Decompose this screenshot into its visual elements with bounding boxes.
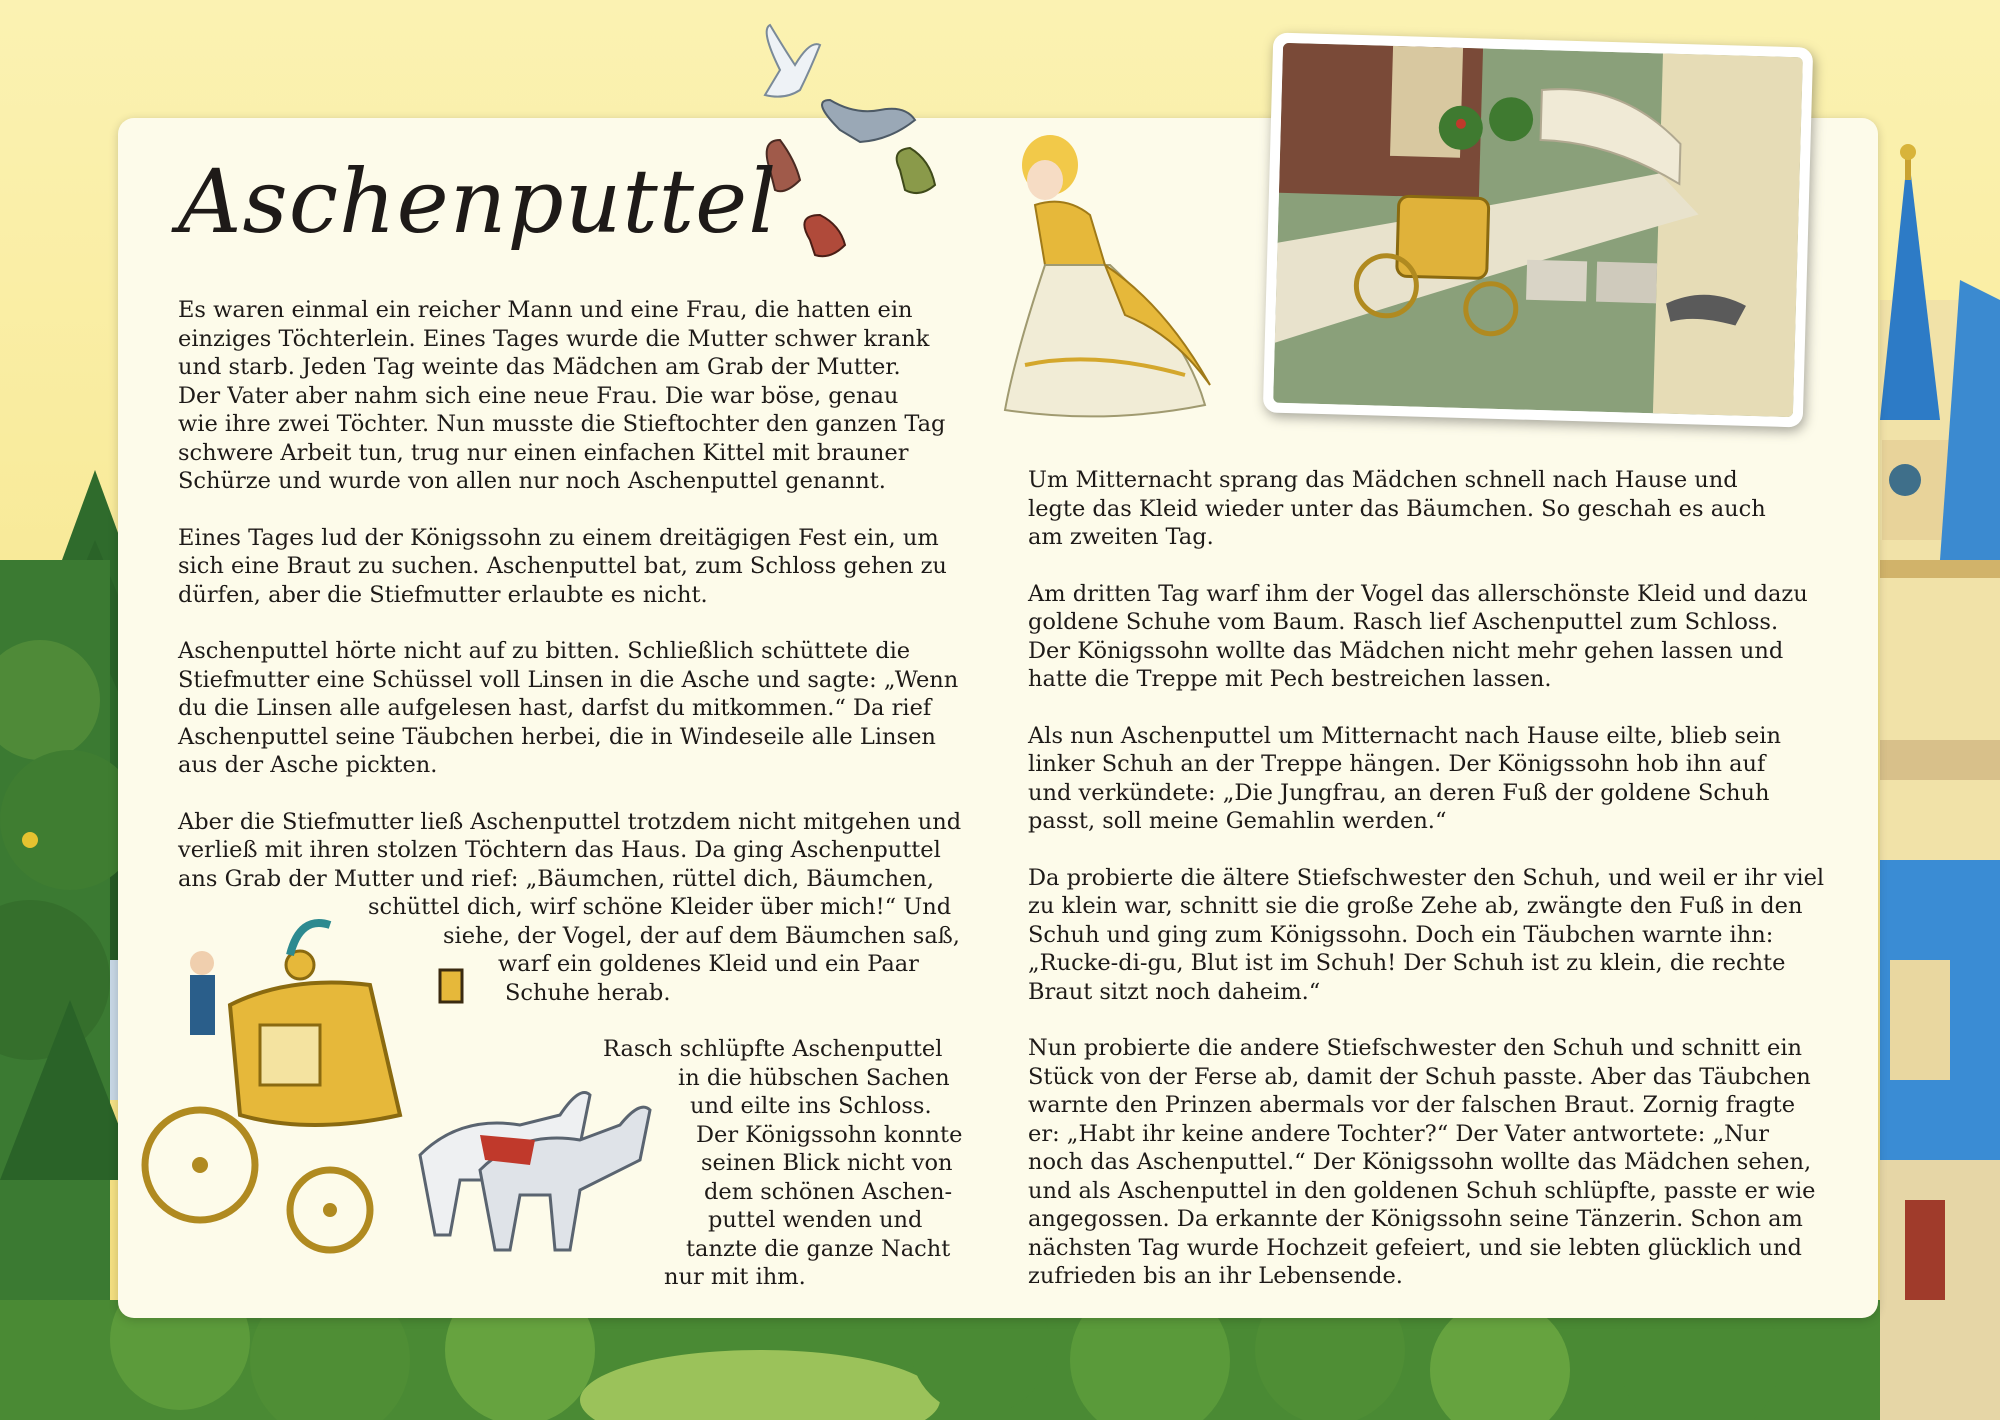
text-line: Schuh und ging zum Königssohn. Doch ein Täubchen warnte ihn: [1028,921,1774,948]
text-line: Nun probierte die andere Stiefschwester den Schuh und schnitt ein [1028,1035,1803,1061]
text-line: und starb. Jeden Tag weinte das Mädchen am Grab der Mutter. [178,354,901,380]
paragraph [1028,1034,1828,1291]
text-line: Schürze und wurde von allen nur noch Aschenputtel genannt. [178,468,886,494]
text-line: angegossen. Da erkannte der Königssohn seine Tänzerin. Schon am [1028,1206,1803,1232]
text-line: und verkündete: „Die Jungfrau, an deren Fuß der goldene Schuh [1028,779,1770,806]
story-title: Aschenputtel [178,150,778,253]
text-line: hatte die Treppe mit Pech bestreichen lassen. [1028,666,1552,692]
white-horses [420,1093,650,1251]
red-bird-icon [804,215,845,256]
text-line: Um Mitternacht sprang das Mädchen schnell nach Hause und [1028,467,1738,493]
text-line: Schuhe herab. [505,979,671,1006]
text-line: linker Schuh an der Treppe hängen. Der Königssohn hob ihn auf [1028,751,1766,777]
text-line: zufrieden bis an ihr Lebensende. [1028,1263,1403,1289]
coach-wheels [145,1110,370,1250]
text-line: Als nun Aschenputtel um Mitternacht nach Hause eilte, blieb sein [1028,722,1781,749]
text-line: er: „Habt ihr keine andere Tochter?“ Der Vater antwortete: „Nur [1028,1120,1770,1147]
text-line: Stück von der Ferse ab, damit der Schuh passte. Aber das Täubchen [1028,1063,1811,1090]
text-line: in die hübschen Sachen [678,1064,950,1091]
text-line: „Rucke-di-gu, Blut ist im Schuh! Der Schuh ist zu klein, die rechte [1028,950,1786,976]
white-dove-icon [765,25,820,97]
text-line: aus der Asche pickten. [178,752,438,778]
text-line: verließ mit ihren stolzen Töchtern das Haus. Da ging Aschenputtel [178,837,941,863]
golden-coach-with-horses-illustration [140,915,670,1310]
text-line: dürfen, aber die Stiefmutter erlaubte es nicht. [178,581,708,608]
text-line: noch das Aschenputtel.“ Der Königssohn wollte das Mädchen sehen, [1028,1149,1812,1175]
text-line: passt, soll meine Gemahlin werden.“ [1028,808,1447,834]
text-line: Am dritten Tag warf ihm der Vogel das allerschönste Kleid und dazu [1028,580,1808,607]
paragraph [178,637,968,780]
text-line: siehe, der Vogel, der auf dem Bäumchen saß, [443,922,960,949]
text-line: du die Linsen alle aufgelesen hast, darfst du mitkommen.“ Da rief [178,695,932,721]
text-line: warf ein goldenes Kleid und ein Paar [498,951,919,977]
text-line: ans Grab der Mutter und rief: „Bäumchen, rüttel dich, Bäumchen, [178,865,935,892]
green-bird-icon [897,148,935,193]
text-line: Der Königssohn konnte [696,1121,963,1148]
text-line: wie ihre zwei Töchter. Nun musste die Stieftochter den ganzen Tag [178,411,946,437]
coach-body [230,923,400,1125]
paragraph [178,296,968,496]
castle-stairs-photo-frame [1263,33,1813,428]
text-line: dem schönen Aschen- [704,1178,953,1205]
text-line: goldene Schuhe vom Baum. Rasch lief Aschenputtel zum Schloss. [1028,609,1779,635]
paragraph [1028,466,1828,552]
text-line: sich eine Braut zu suchen. Aschenputtel bat, zum Schloss gehen zu [178,553,947,579]
castle-stairs-carriage-scene [1273,43,1803,417]
text-line: und als Aschenputtel in den goldenen Schuh schlüpfte, passte er wie [1028,1177,1816,1204]
paragraph [178,524,968,610]
text-line: legte das Kleid wieder unter das Bäumchen. So geschah es auch [1028,495,1766,522]
text-line: Stiefmutter eine Schüssel voll Linsen in die Asche und sagte: „Wenn [178,666,959,693]
text-line: Da probierte die ältere Stiefschwester den Schuh, und weil er ihr viel [1028,864,1825,891]
text-line: schwere Arbeit tun, trug nur einen einfachen Kittel mit brauner [178,439,909,466]
text-line: einziges Töchterlein. Eines Tages wurde die Mutter schwer krank [178,325,930,352]
castle-tower [1880,144,2000,1420]
text-line: Der Vater aber nahm sich eine neue Frau. Die war böse, genau [178,382,899,409]
text-line: nächsten Tag wurde Hochzeit gefeiert, und sie lebten glücklich und [1028,1234,1802,1261]
text-line: seinen Blick nicht von [701,1150,953,1176]
text-line: Aschenputtel hörte nicht auf zu bitten. Schließlich schüttete die [178,638,911,664]
text-line: Der Königssohn wollte das Mädchen nicht mehr gehen lassen und [1028,637,1784,664]
text-line: nur mit ihm. [664,1264,806,1290]
paragraph [1028,580,1828,694]
paragraph [1028,864,1828,1007]
text-line: tanzte die ganze Nacht [686,1235,951,1262]
text-line: Rasch schlüpfte Aschenputtel [603,1036,943,1062]
right-text-column [1028,466,1828,1319]
text-line: warnte den Prinzen abermals vor der falschen Braut. Zornig fragte [1028,1092,1796,1118]
text-line: Aber die Stiefmutter ließ Aschenputtel trotzdem nicht mitgehen und [178,808,962,835]
text-line: Aschenputtel seine Täubchen herbei, die in Windeseile alle Linsen [178,723,936,750]
grey-dove-icon [822,100,915,142]
text-line: puttel wenden und [708,1207,923,1233]
text-line: zu klein war, schnitt sie die große Zehe ab, zwängte den Fuß in den [1028,893,1803,919]
text-line: schüttel dich, wirf schöne Kleider über mich!“ Und [368,894,952,920]
cinderella-in-golden-gown-illustration [995,135,1225,425]
coachman-figure [190,951,215,1035]
text-line: Eines Tages lud der Königssohn zu einem dreitägigen Fest ein, um [178,524,939,551]
text-line: Braut sitzt noch daheim.“ [1028,978,1321,1005]
text-line: am zweiten Tag. [1028,524,1214,550]
text-line: und eilte ins Schloss. [690,1093,932,1119]
lantern-icon [440,970,462,1002]
text-line: Es waren einmal ein reicher Mann und eine Frau, die hatten ein [178,297,913,323]
paragraph [1028,722,1828,836]
